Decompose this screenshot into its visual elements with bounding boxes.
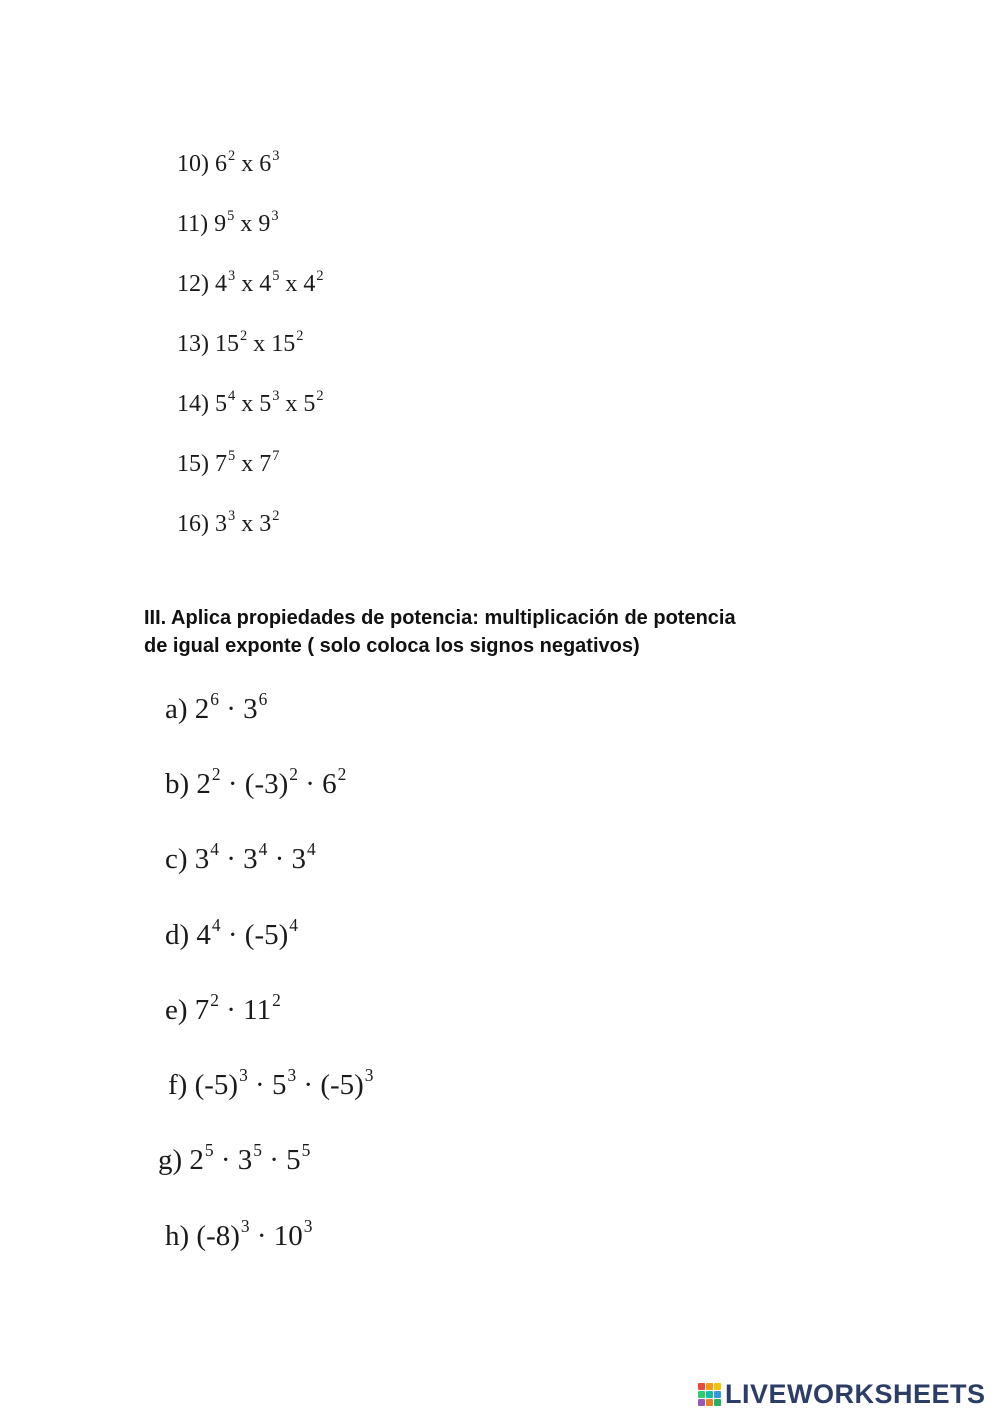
base: 3 — [194, 843, 210, 875]
base: 3 — [215, 511, 227, 537]
item-label: g) — [158, 1144, 190, 1176]
item-label: h) — [165, 1220, 197, 1252]
logo-square — [698, 1391, 705, 1398]
base: 3 — [291, 843, 307, 875]
operator: x — [235, 451, 260, 477]
base: 5 — [259, 391, 272, 417]
exponent: 3 — [239, 1064, 248, 1085]
operator: · — [296, 1069, 321, 1101]
exercise-item-lettered — [168, 1064, 374, 1101]
operator: · — [247, 1069, 272, 1101]
base: (-5) — [320, 1069, 364, 1101]
exponent: 2 — [272, 989, 281, 1010]
operator: · — [218, 693, 244, 725]
exponent: 4 — [307, 838, 316, 859]
section-heading — [144, 604, 904, 660]
exponent: 2 — [296, 328, 304, 345]
item-label: c) — [165, 843, 195, 875]
exponent: 2 — [272, 508, 280, 525]
base: 15 — [271, 331, 296, 357]
exponent: 2 — [289, 763, 298, 784]
exponent: 6 — [210, 688, 219, 709]
exponent: 4 — [228, 388, 236, 405]
exercise-item — [177, 208, 279, 237]
base: 5 — [286, 1144, 301, 1176]
exponent: 2 — [316, 268, 324, 285]
exponent: 5 — [301, 1139, 311, 1160]
base: 2 — [194, 693, 210, 725]
exercise-item-lettered — [158, 1139, 311, 1176]
operator: · — [213, 1144, 238, 1176]
exercise-item — [177, 508, 280, 537]
exponent: 5 — [253, 1139, 262, 1160]
exponent: 3 — [272, 148, 280, 165]
operator: x — [234, 211, 259, 237]
item-label: f) — [168, 1069, 195, 1101]
base: 3 — [243, 693, 258, 725]
exercise-item-lettered — [165, 838, 316, 875]
exercise-item-lettered — [165, 914, 298, 951]
exponent: 4 — [211, 914, 221, 935]
base: 15 — [215, 331, 239, 357]
base: 6 — [259, 151, 272, 177]
base: (-5) — [194, 1069, 239, 1101]
base: 10 — [273, 1220, 303, 1252]
exercise-item — [177, 148, 280, 177]
brand-name: LIVEWORKSHEETS — [725, 1378, 986, 1409]
base: 5 — [303, 391, 316, 417]
operator: x — [279, 391, 304, 417]
logo-square — [698, 1399, 705, 1406]
operator: x — [235, 511, 260, 537]
logo-square — [706, 1383, 713, 1390]
item-label: 10) — [177, 151, 215, 177]
item-label: 16) — [177, 511, 215, 537]
exercise-item — [177, 388, 324, 417]
exponent: 3 — [303, 1215, 313, 1236]
exercise-item — [177, 448, 280, 477]
exponent: 3 — [272, 388, 280, 405]
base: 7 — [259, 451, 272, 477]
operator: · — [220, 919, 245, 951]
exponent: 5 — [204, 1139, 214, 1160]
base: 6 — [215, 151, 227, 177]
exponent: 2 — [337, 763, 347, 784]
liveworksheets-logo — [698, 1377, 986, 1411]
exercise-item-lettered — [165, 989, 281, 1026]
operator: · — [262, 1144, 287, 1176]
base: 5 — [271, 1069, 287, 1101]
exponent: 2 — [210, 989, 219, 1010]
operator: · — [218, 994, 244, 1026]
operator: · — [220, 768, 245, 800]
operator: x — [235, 391, 260, 417]
exponent: 3 — [228, 268, 236, 285]
exercise-item-lettered — [165, 688, 268, 725]
base: 3 — [237, 1144, 253, 1176]
exponent: 2 — [316, 388, 324, 405]
section-heading-line: III. Aplica propiedades de potencia: multiplicación de potencia — [144, 607, 736, 629]
logo-square — [714, 1399, 721, 1406]
exponent: 5 — [272, 268, 280, 285]
base: 2 — [189, 1144, 204, 1176]
exercise-item — [177, 328, 304, 357]
section-heading-line: de igual exponte ( solo coloca los signos negativos) — [144, 635, 640, 657]
base: (-8) — [196, 1220, 240, 1252]
logo-square — [698, 1383, 705, 1390]
operator: x — [247, 331, 272, 357]
exponent: 4 — [210, 838, 219, 859]
operator: · — [297, 768, 323, 800]
operator: x — [279, 271, 304, 297]
item-label: 11) — [177, 211, 215, 237]
exercise-item-lettered — [165, 763, 347, 800]
item-label: a) — [165, 693, 195, 725]
exponent: 5 — [227, 208, 235, 225]
base: (-5) — [244, 919, 289, 951]
item-label: d) — [165, 919, 197, 951]
operator: · — [267, 843, 292, 875]
exponent: 6 — [258, 688, 268, 709]
exponent: 3 — [240, 1215, 250, 1236]
base: 9 — [258, 211, 271, 237]
base: 2 — [196, 768, 211, 800]
base: 7 — [194, 994, 210, 1026]
item-label: 13) — [177, 331, 215, 357]
logo-square — [706, 1399, 713, 1406]
operator: · — [218, 843, 244, 875]
exponent: 3 — [271, 208, 279, 225]
base: 4 — [259, 271, 272, 297]
base: (-3) — [244, 768, 289, 800]
base: 7 — [215, 451, 227, 477]
base: 11 — [243, 994, 272, 1026]
exponent: 2 — [211, 763, 221, 784]
exercise-item-lettered — [165, 1215, 313, 1252]
liveworksheets-grid-icon — [698, 1383, 721, 1406]
item-label: b) — [165, 768, 197, 800]
exponent: 2 — [240, 328, 248, 345]
operator: x — [235, 271, 260, 297]
exponent: 4 — [289, 914, 298, 935]
base: 6 — [322, 768, 337, 800]
item-label: e) — [165, 994, 195, 1026]
logo-square — [714, 1391, 721, 1398]
exponent: 3 — [228, 508, 236, 525]
base: 9 — [214, 211, 227, 237]
operator: x — [235, 151, 260, 177]
base: 4 — [215, 271, 227, 297]
logo-square — [706, 1391, 713, 1398]
base: 4 — [196, 919, 211, 951]
base: 3 — [243, 843, 258, 875]
item-label: 15) — [177, 451, 215, 477]
exponent: 7 — [272, 448, 280, 465]
operator: · — [249, 1220, 274, 1252]
base: 5 — [215, 391, 227, 417]
exponent: 3 — [287, 1064, 297, 1085]
base: 3 — [259, 511, 272, 537]
base: 4 — [303, 271, 316, 297]
exponent: 4 — [258, 838, 268, 859]
item-label: 12) — [177, 271, 215, 297]
exponent: 5 — [228, 448, 236, 465]
exponent: 3 — [364, 1064, 374, 1085]
exercise-item — [177, 268, 324, 297]
item-label: 14) — [177, 391, 215, 417]
exponent: 2 — [228, 148, 236, 165]
logo-square — [714, 1383, 721, 1390]
